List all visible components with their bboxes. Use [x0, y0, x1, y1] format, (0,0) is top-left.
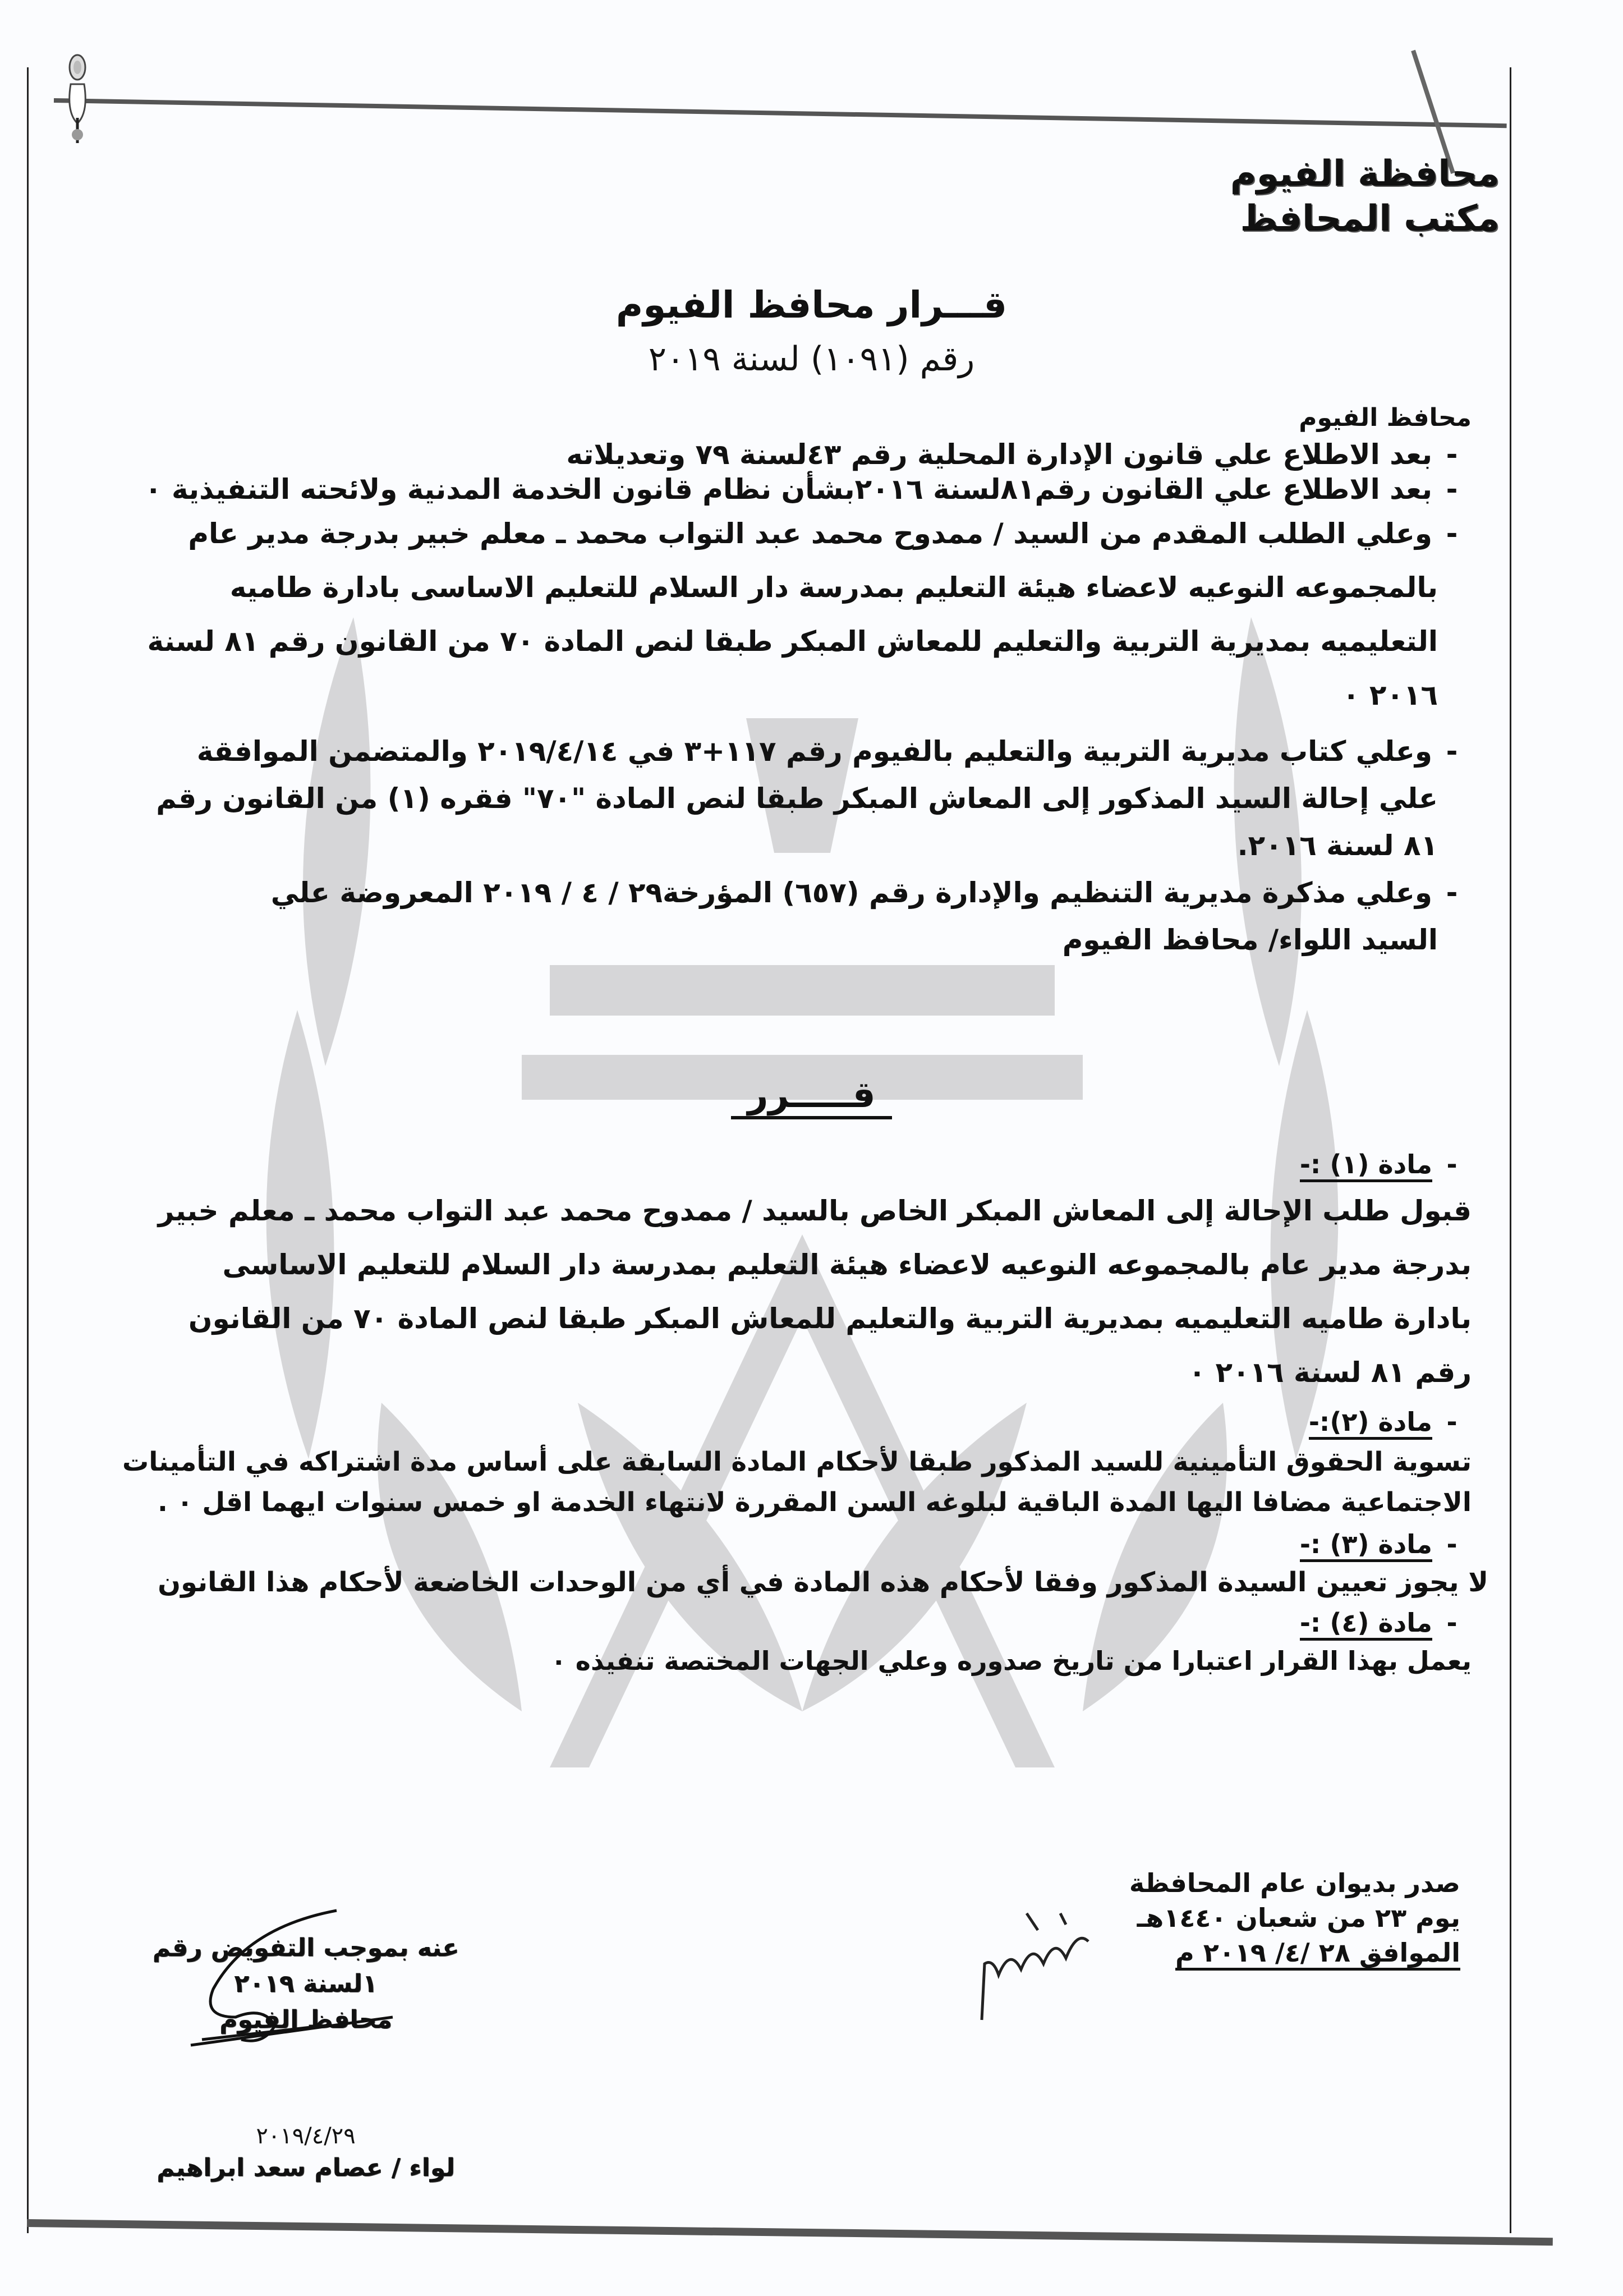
article-line: لا يجوز تعيين السيدة المذكور وفقا لأحكام هذه المادة في أي من الوحدات الخاضعة لأحكام هذا القانون: [158, 1567, 1488, 1598]
issued-gregorian-date: الموافق ٢٨ /٤/ ٢٠١٩ م: [1175, 1937, 1460, 1971]
issue-date-block: [1129, 1866, 1460, 1970]
watermark-bar: [550, 965, 1055, 1016]
preamble-item: [114, 869, 1472, 963]
article-line: رقم ٨١ لسنة ٢٠١٦ ٠: [1188, 1356, 1472, 1389]
preamble-line: - بعد الاطلاع علي القانون رقم٨١لسنة ٢٠١٦بشأن نظام قانون الخدمة المدنية ولائحته التنفيذية ٠: [114, 472, 1472, 507]
article-line: بدرجة مدير عام بالمجموعه النوعيه لاعضاء هيئة التعليم بمدرسة دار السلام للتعليم الاساسى: [222, 1248, 1472, 1281]
issued-hijri-date: يوم ٢٣ من شعبان ١٤٤٠هـ: [1137, 1903, 1460, 1933]
preamble-line: - وعلي مذكرة مديرية التنظيم والإدارة رقم (٦٥٧) المؤرخة٢٩ / ٤ / ٢٠١٩ المعروضة علي: [114, 869, 1472, 916]
article-title: [114, 1604, 1472, 1642]
article-title: [114, 1402, 1472, 1442]
article-3: [114, 1525, 1488, 1601]
handwritten-signature: [971, 1908, 1105, 2037]
delegation-text: عنه بموجب التفويض رقم ١لسنة ٢٠١٩: [152, 1934, 459, 1998]
preamble-line: السيد اللواء/ محافظ الفيوم: [1062, 924, 1438, 956]
article-line: بادارة طاميه التعليميه بمديرية التربية والتعليم للمعاش المبكر طبقا لنص المادة ٧٠ من القانون: [188, 1302, 1472, 1335]
handwritten-date: ٢٠١٩/٤/٢٩: [256, 2123, 356, 2149]
preamble-line: علي إحالة السيد المذكور إلى المعاش المبكر طبقا لنص المادة "٧٠" فقره (١) من القانون رقم: [156, 782, 1438, 815]
article-line: تسوية الحقوق التأمينية للسيد المذكور طبقا لأحكام المادة السابقة على أساس مدة اشتراكه في التأمينات: [122, 1447, 1472, 1477]
preamble-issuer: محافظ الفيوم: [1299, 403, 1472, 432]
article-1: [114, 1145, 1472, 1399]
issuer-header: [1230, 151, 1500, 241]
governor-signature: [180, 1905, 404, 2051]
article-title: [114, 1145, 1472, 1184]
preamble-line: بالمجموعه النوعيه لاعضاء هيئة التعليم بمدرسة دار السلام للتعليم الاساسى بادارة طاميه: [229, 571, 1438, 604]
preamble-line: - وعلي كتاب مديرية التربية والتعليم بالفيوم رقم ١١٧+٣ في ٢٠١٩/٤/١٤ والمتضمن الموافقة: [114, 728, 1472, 775]
article-title-text: مادة (٢):-: [1309, 1407, 1432, 1440]
decision-heading: [0, 1074, 1623, 1116]
article-title-text: مادة (٣) :-: [1300, 1529, 1432, 1562]
article-4: [114, 1604, 1472, 1680]
preamble-line: التعليميه بمديرية التربية والتعليم للمعاش المبكر طبقا لنص المادة ٧٠ من القانون رقم ٨١ لسنة: [147, 625, 1438, 658]
preamble-line: ٨١ لسنة ٢٠١٦.: [1237, 829, 1438, 862]
pushpin-icon: [61, 50, 94, 146]
articles: [114, 1145, 1488, 1680]
issued-place: صدر بديوان عام المحافظة: [1129, 1868, 1460, 1898]
article-title: [114, 1525, 1472, 1563]
article-2: [114, 1402, 1472, 1523]
preamble-line: - وعلي الطلب المقدم من السيد / ممدوح محمد عبد التواب محمد ـ معلم خبير بدرجة مدير عام: [114, 507, 1472, 561]
header-office-name: مكتب المحافظ: [1240, 198, 1500, 240]
article-line: قبول طلب الإحالة إلى المعاش المبكر الخاص بالسيد / ممدوح محمد عبد التواب محمد ـ معلم خبير: [158, 1195, 1472, 1227]
article-title-text: مادة (١) :-: [1300, 1149, 1432, 1182]
header-org-name: محافظة الفيوم: [1230, 153, 1500, 195]
preamble: [114, 401, 1472, 963]
signatory-name: لواء / عصام سعد ابراهيم: [157, 2153, 455, 2182]
decree-title: قـــرار محافظ الفيوم: [615, 283, 1008, 327]
preamble-item: [114, 437, 1472, 472]
decision-heading-text: قـــــرر: [731, 1074, 893, 1119]
article-line: يعمل بهذا القرار اعتبارا من تاريخ صدوره وعلي الجهات المختصة تنفيذه ٠: [550, 1646, 1472, 1676]
article-title-text: مادة (٤) :-: [1300, 1608, 1432, 1641]
preamble-line: ٢٠١٦ ٠: [1342, 679, 1438, 711]
article-line: الاجتماعية مضافا اليها المدة الباقية لبلوغه السن المقررة لانتهاء الخدمة او خمس سنوات ايهما اقل ٠ .: [158, 1487, 1472, 1518]
preamble-item: [114, 472, 1472, 507]
preamble-item: [114, 728, 1472, 869]
preamble-line: - بعد الاطلاع علي قانون الإدارة المحلية رقم ٤٣لسنة ٧٩ وتعديلاته: [114, 437, 1472, 472]
delegation-title: محافظ الفيوم: [219, 2005, 392, 2034]
preamble-item: [114, 507, 1472, 722]
decree-number: رقم (١٠٩١) لسنة ٢٠١٩: [648, 339, 975, 379]
